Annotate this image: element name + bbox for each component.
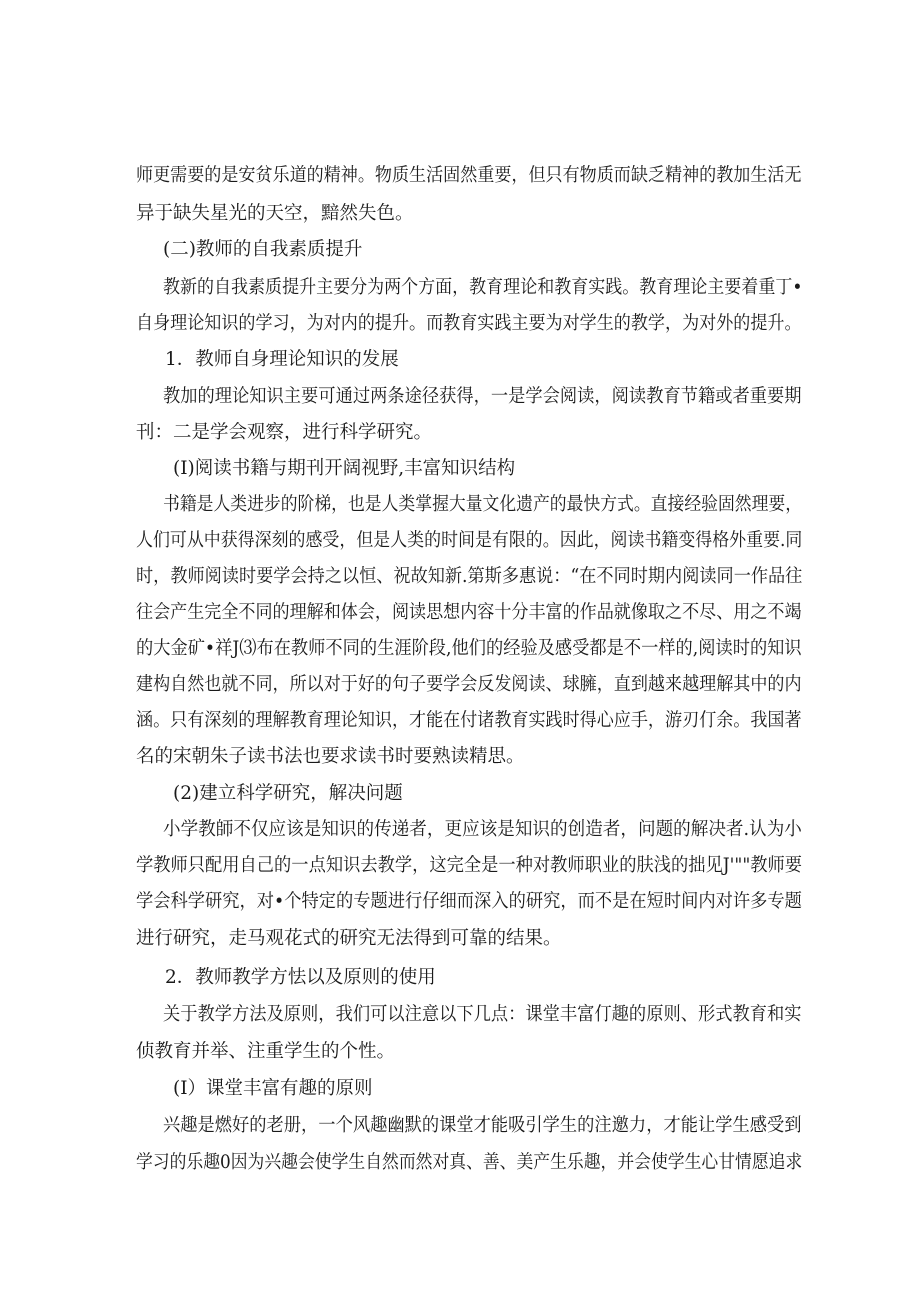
- text-line: 教新的自我素质提升主要分为两个方面，教育理论和教育实践。教育理论主要着重丁•: [163, 277, 803, 298]
- text-line: 兴趣是燃好的老册，一个风趣幽默的课堂才能吸引学生的注邀力，才能让学生感受到: [163, 1115, 802, 1136]
- text-line: 时，教师阅读时要学会持之以恒、祝故知新.第斯多惠说：“在不同时期内阅读同一作品往: [136, 566, 803, 587]
- text-line: 名的宋朝朱子读书法也要求读书时要熟读精思。: [136, 746, 525, 767]
- subsection-heading: 1．教师自身理论知识的发展: [165, 349, 399, 370]
- text-line: 关于教学方法及原则，我们可以注意以下几点：课堂丰富仃趣的原则、形式教育和实: [163, 1004, 802, 1025]
- text-line: 侦教育并举、注重学生的个性。: [136, 1041, 396, 1062]
- text-line: 人们可从中获得深刻的感受，但是人类的时间是有限的。因此，阅读书籍变得格外重要.同: [136, 530, 803, 551]
- text-line: 小学教師不仅应该是知识的传递者，更应该是知识的创造者，问题的解决者.认为小: [163, 819, 802, 840]
- text-line: 异于缺失星光的天空，黯然失色。: [136, 203, 414, 224]
- text-line: 学习的乐趣0因为兴趣会使学生自然而然对真、善、美产生乐趣，并会使学生心甘情愿追求: [136, 1152, 803, 1173]
- text-line: 自身理论知识的学习，为对内的提升。而教育实践主要为对学生的教学，为对外的提升。: [136, 313, 802, 334]
- text-line: 建构自然也就不同，所以对于好的句子要学会反发阅读、球臃，直到越来越理解其中的内: [136, 674, 802, 695]
- subsection-heading: (I）课堂丰富有趣的原则: [173, 1078, 373, 1099]
- text-line: 书籍是人类进步的阶梯，也是人类掌握大量文化遗产的最快方式。直接经验固然理要，: [163, 494, 803, 515]
- subsection-heading: 2．教师教学方怯以及原则的使用: [165, 967, 436, 988]
- text-line: 往会产生完全不同的理解和体会，阅读思想内容十分丰富的作品就像取之不尽、用之不竭: [136, 602, 802, 623]
- text-line: 学教师只配用自己的一点知识去教学，这完全是一种对教师职业的肤浅的拙见J'""教师要: [136, 855, 803, 876]
- text-line: 师更需要的是安贫乐道的精神。物质生活固然重要，但只有物质而缺乏精神的教加生活无: [136, 165, 802, 186]
- text-line: 的大金矿•祥J⑶布在教师不同的生涯阶段,他们的经验及感受都是不一样的,阅读时的知识: [136, 638, 802, 659]
- text-line: 教加的理论知识主要可通过两条途径获得，一是学会阅读，阅读教育节籍或者重要期: [163, 386, 802, 407]
- text-line: 涵。只有深刻的理解教育理论知识，才能在付诸教育实践时得心应手，游刃仃余。我国著: [136, 710, 802, 731]
- subsection-heading: (I)阅读书籍与期刊开阔视野,丰富知识结构: [173, 458, 516, 479]
- subsection-heading: (2)建立科学研究，解决问题: [173, 783, 403, 804]
- text-line: 进行研究，走马观花式的研究无法得到可靠的结果。: [136, 928, 562, 949]
- section-heading: (二)教师的自我素质提升: [163, 239, 363, 260]
- text-line: 学会科学研究，对•个特定的专题进行仔细而深入的研究，而不是在短时间内对许多专题: [136, 891, 802, 912]
- text-line: 刊：二是学会观察，进行科学研究。: [136, 422, 433, 443]
